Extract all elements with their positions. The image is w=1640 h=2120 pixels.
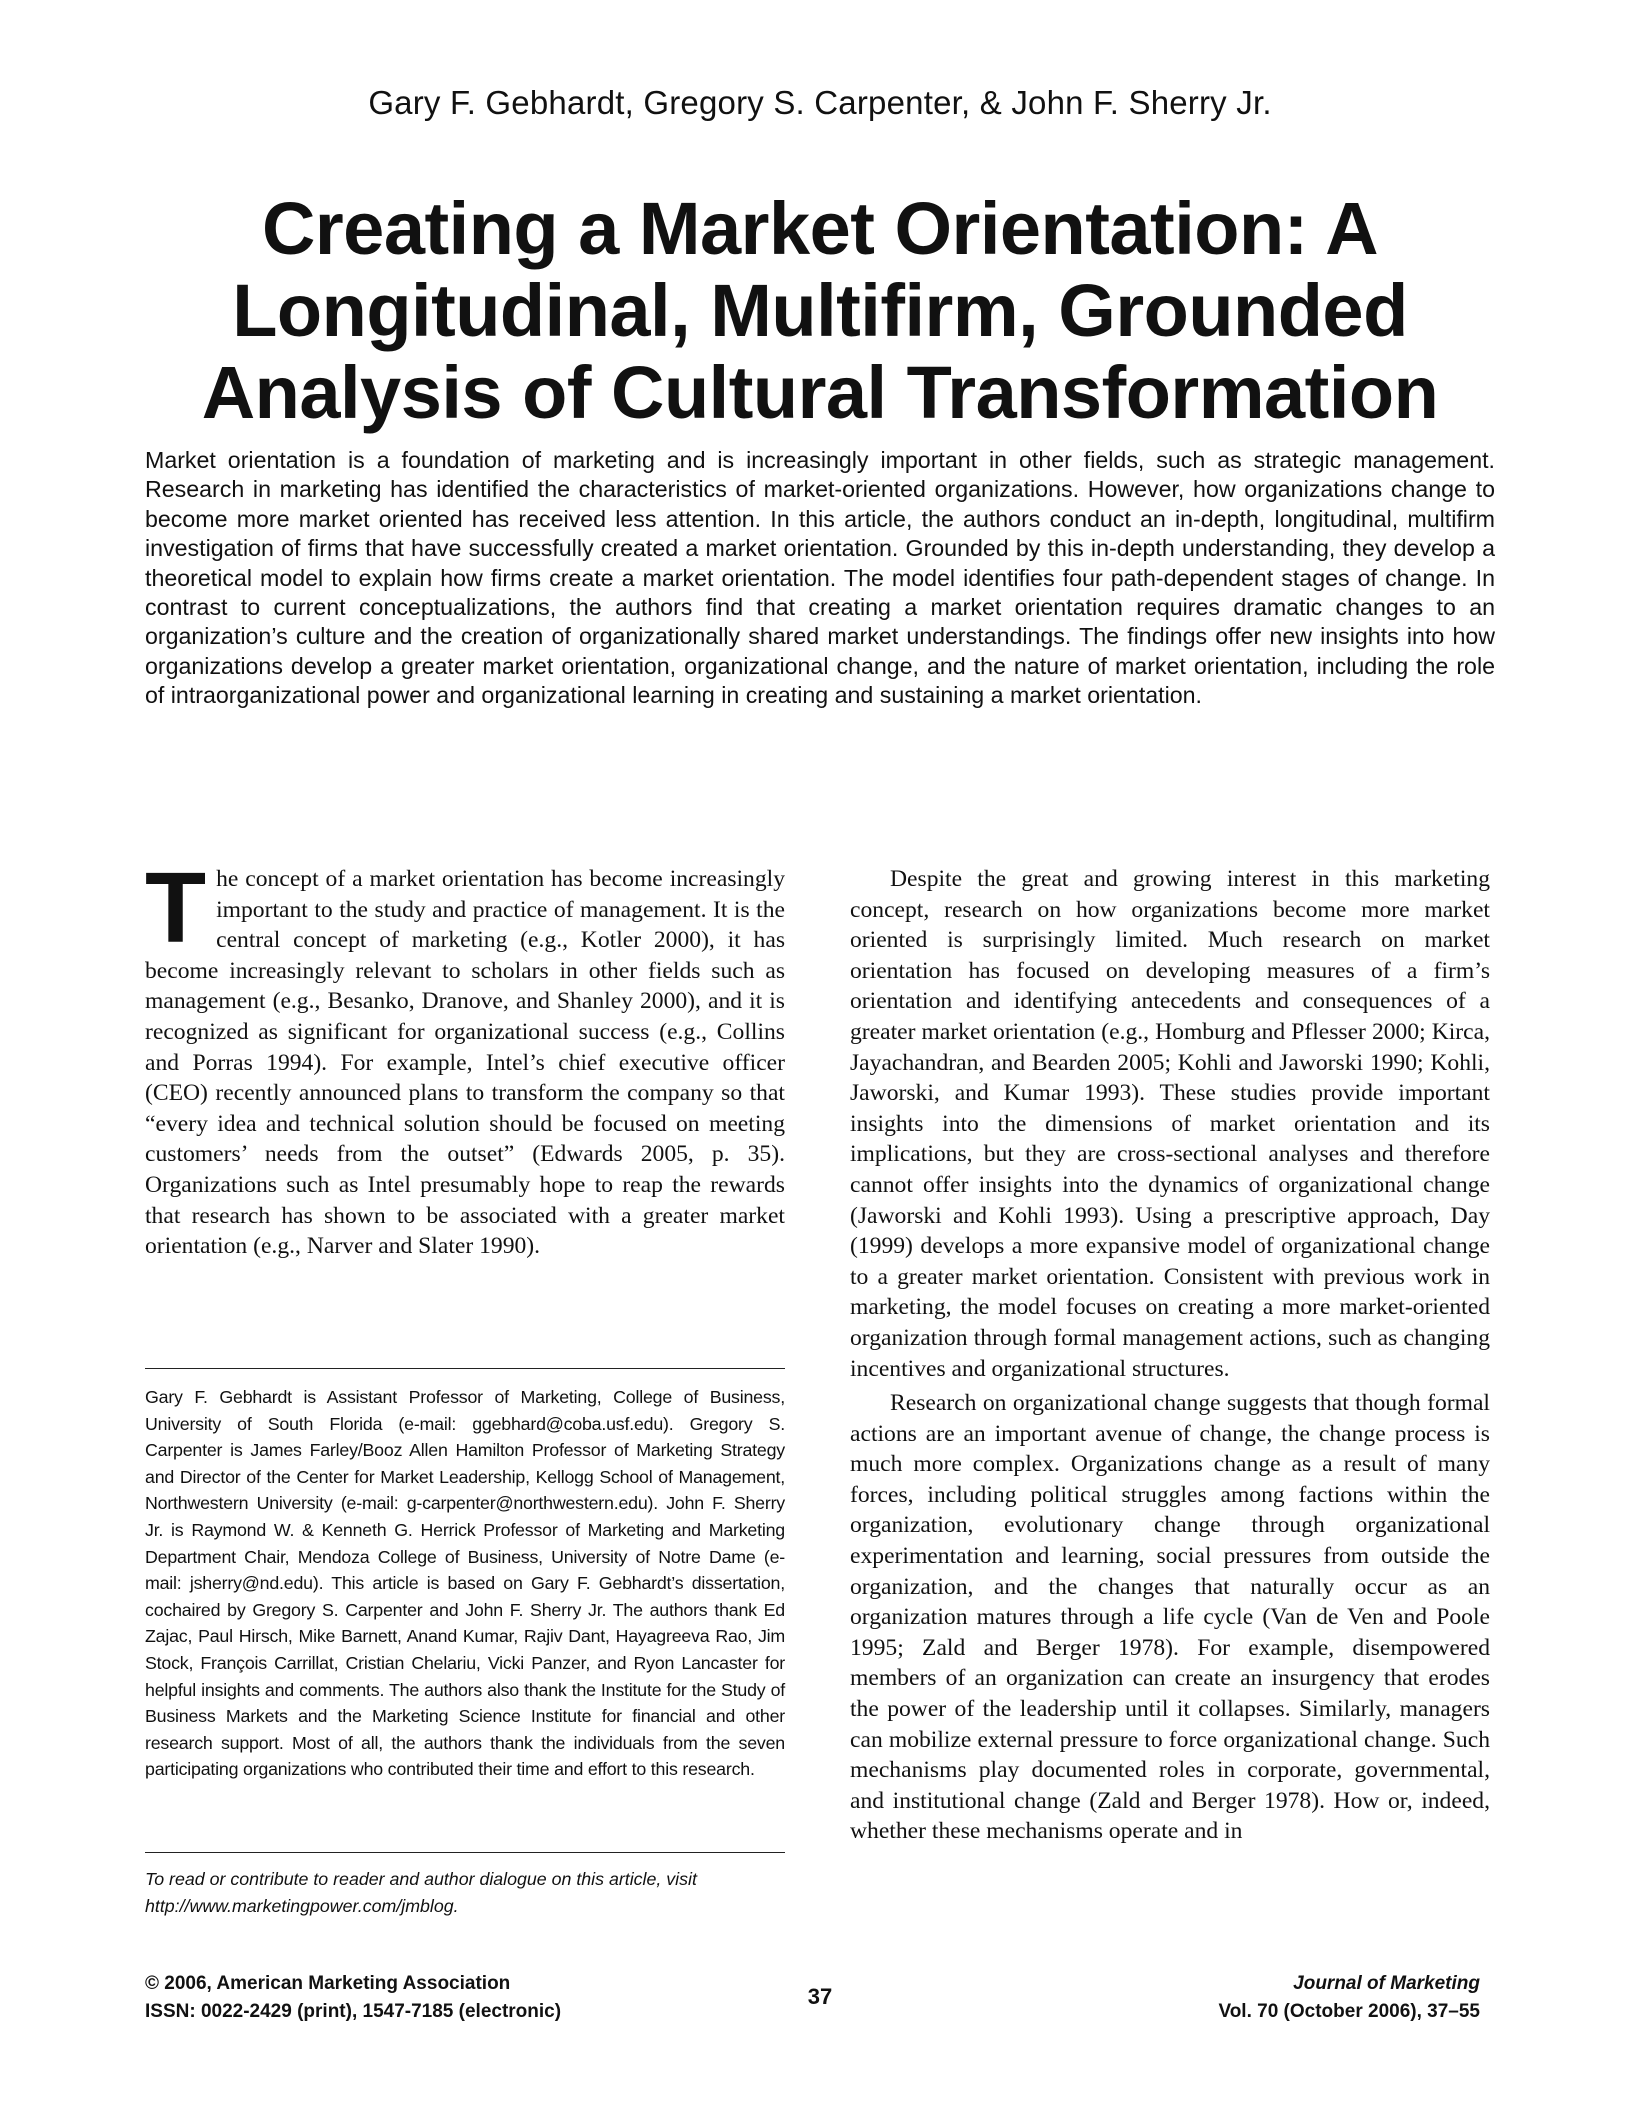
body-paragraph: Despite the great and growing interest in this marketing concept, research on how organizations become more market oriented is surprisingly limited. Much research on market orientation has focused on developing measures of a firm’s orientation and identifying antecedents and consequences of a greater market orientation (e.g., Homburg and Pflesser 2000; Kirca, Jayachandran, and Bearden 2005; Kohli and Jaworski 1990; Kohli, Jaworski, and Kumar 1993). These studies provide important insights into the dimensions of market orientation and its implications, but they are cross-sectional analyses and therefore cannot offer insights into the dynamics of organizational change (Jaworski and Kohli 1993). Using a prescriptive approach, Day (1999) develops a more expansive model of organizational change to a greater market orientation. Consistent with previous work in marketing, the model focuses on creating a more market-oriented organization through formal management actions, such as changing incentives and organizational structures. [850, 866, 1490, 1382]
author-list: Gary F. Gebhardt, Gregory S. Carpenter, & John F. Sherry Jr. [368, 84, 1272, 121]
author-footnote: Gary F. Gebhardt is Assistant Professor of Marketing, College of Business, University of South Florida (e-mail: ggebhard@coba.usf.edu). Gregory S. Carpenter is James Farley/Booz Allen Hamilton Professor of Marketing Strategy and Director of the Center for Market Leadership, Kellogg School of Management, Northwestern University (e-mail: g-carpenter@northwestern.edu). John F. Sherry Jr. is Raymond W. & Kenneth G. Herrick Professor of Marketing and Marketing Department Chair, Mendoza College of Business, University of Notre Dame (e-mail: jsherry@nd.edu). This article is based on Gary F. Gebhardt’s dissertation, cochaired by Gregory S. Carpenter and John F. Sherry Jr. The authors thank Ed Zajac, Paul Hirsch, Mike Barnett, Anand Kumar, Rajiv Dant, Hayagreeva Rao, Jim Stock, François Carrillat, Cristian Chelariu, Vicki Panzer, and Ryon Lancaster for helpful insights and comments. The authors also thank the Institute for the Study of Business Markets and the Marketing Science Institute for financial and other research support. Most of all, the authors thank the individuals from the seven participating organizations who contributed their time and effort to this research. [145, 1387, 785, 1780]
dialogue-note: To read or contribute to reader and author dialogue on this article, visit http://www.marketingpower.com/jmblog. [145, 1869, 697, 1916]
footnote-divider [145, 1368, 785, 1369]
abstract: Market orientation is a foundation of marketing and is increasingly important in other fields, such as strategic management. Research in marketing has identified the characteristics of market-oriented organizations. However, how organizations change to become more market oriented has received less attention. In this article, the authors conduct an in-depth, longitudinal, multifirm investigation of firms that have successfully created a market orientation. Grounded by this in-depth understanding, they develop a theoretical model to explain how firms create a market orientation. The model identifies four path-dependent stages of change. In contrast to current conceptualizations, the authors find that creating a market orientation requires dramatic changes to an organization’s culture and the creation of organizationally shared market understandings. The findings offer new insights into how organizations develop a greater market orientation, organizational change, and the nature of market orientation, including the role of intraorganizational power and organizational learning in creating and sustaining a market orientation. [145, 447, 1495, 709]
article-title: Creating a Market Orientation: A Longitudinal, Multifirm, Grounded Analysis of Cultural Transformation [201, 187, 1439, 434]
copyright-line: © 2006, American Marketing Association [145, 1973, 511, 1994]
intro-paragraph-text: he concept of a market orientation has become increasingly important to the study and practice of management. It is the central concept of marketing (e.g., Kotler 2000), it has become increasingly relevant to scholars in other fields such as management (e.g., Besanko, Dranove, and Shanley 2000), and it is recognized as significant for organizational success (e.g., Collins and Porras 1994). For example, Intel’s chief executive officer (CEO) recently announced plans to transform the company so that “every idea and technical solution should be focused on meeting customers’ needs from the outset” (Edwards 2005, p. 35). Organizations such as Intel presumably hope to reap the rewards that research has shown to be associated with a greater market orientation (e.g., Narver and Slater 1990). [145, 866, 785, 1260]
body-paragraph: Research on organizational change suggests that though formal actions are an important avenue of change, the change process is much more complex. Organizations change as a result of many forces, including political struggles among factions within the organization, evolutionary change through organizational experimentation and learning, social pressures from outside the organization, and the changes that naturally occur as an organization matures through a life cycle (Van de Ven and Poole 1995; Zald and Berger 1978). For example, disempowered members of an organization can create an insurgency that erodes the power of the leadership until it collapses. Similarly, managers can mobilize external pressure to force organizational change. Such mechanisms play documented roles in corporate, governmental, and institutional change (Zald and Berger 1978). How or, indeed, whether these mechanisms operate and in [850, 1390, 1490, 1845]
body-right-column [850, 864, 1490, 1847]
drop-cap: T [145, 852, 207, 964]
volume-line: Vol. 70 (October 2006), 37–55 [1218, 2001, 1480, 2022]
body-left-column [145, 852, 785, 1262]
dialogue-divider [145, 1852, 785, 1853]
intro-paragraph [145, 852, 785, 1262]
footer-journal [1218, 1970, 1480, 2026]
journal-name: Journal of Marketing [1293, 1973, 1480, 1994]
page-number: 37 [807, 1984, 833, 2009]
issn-line: ISSN: 0022-2429 (print), 1547-7185 (electronic) [145, 2001, 562, 2022]
